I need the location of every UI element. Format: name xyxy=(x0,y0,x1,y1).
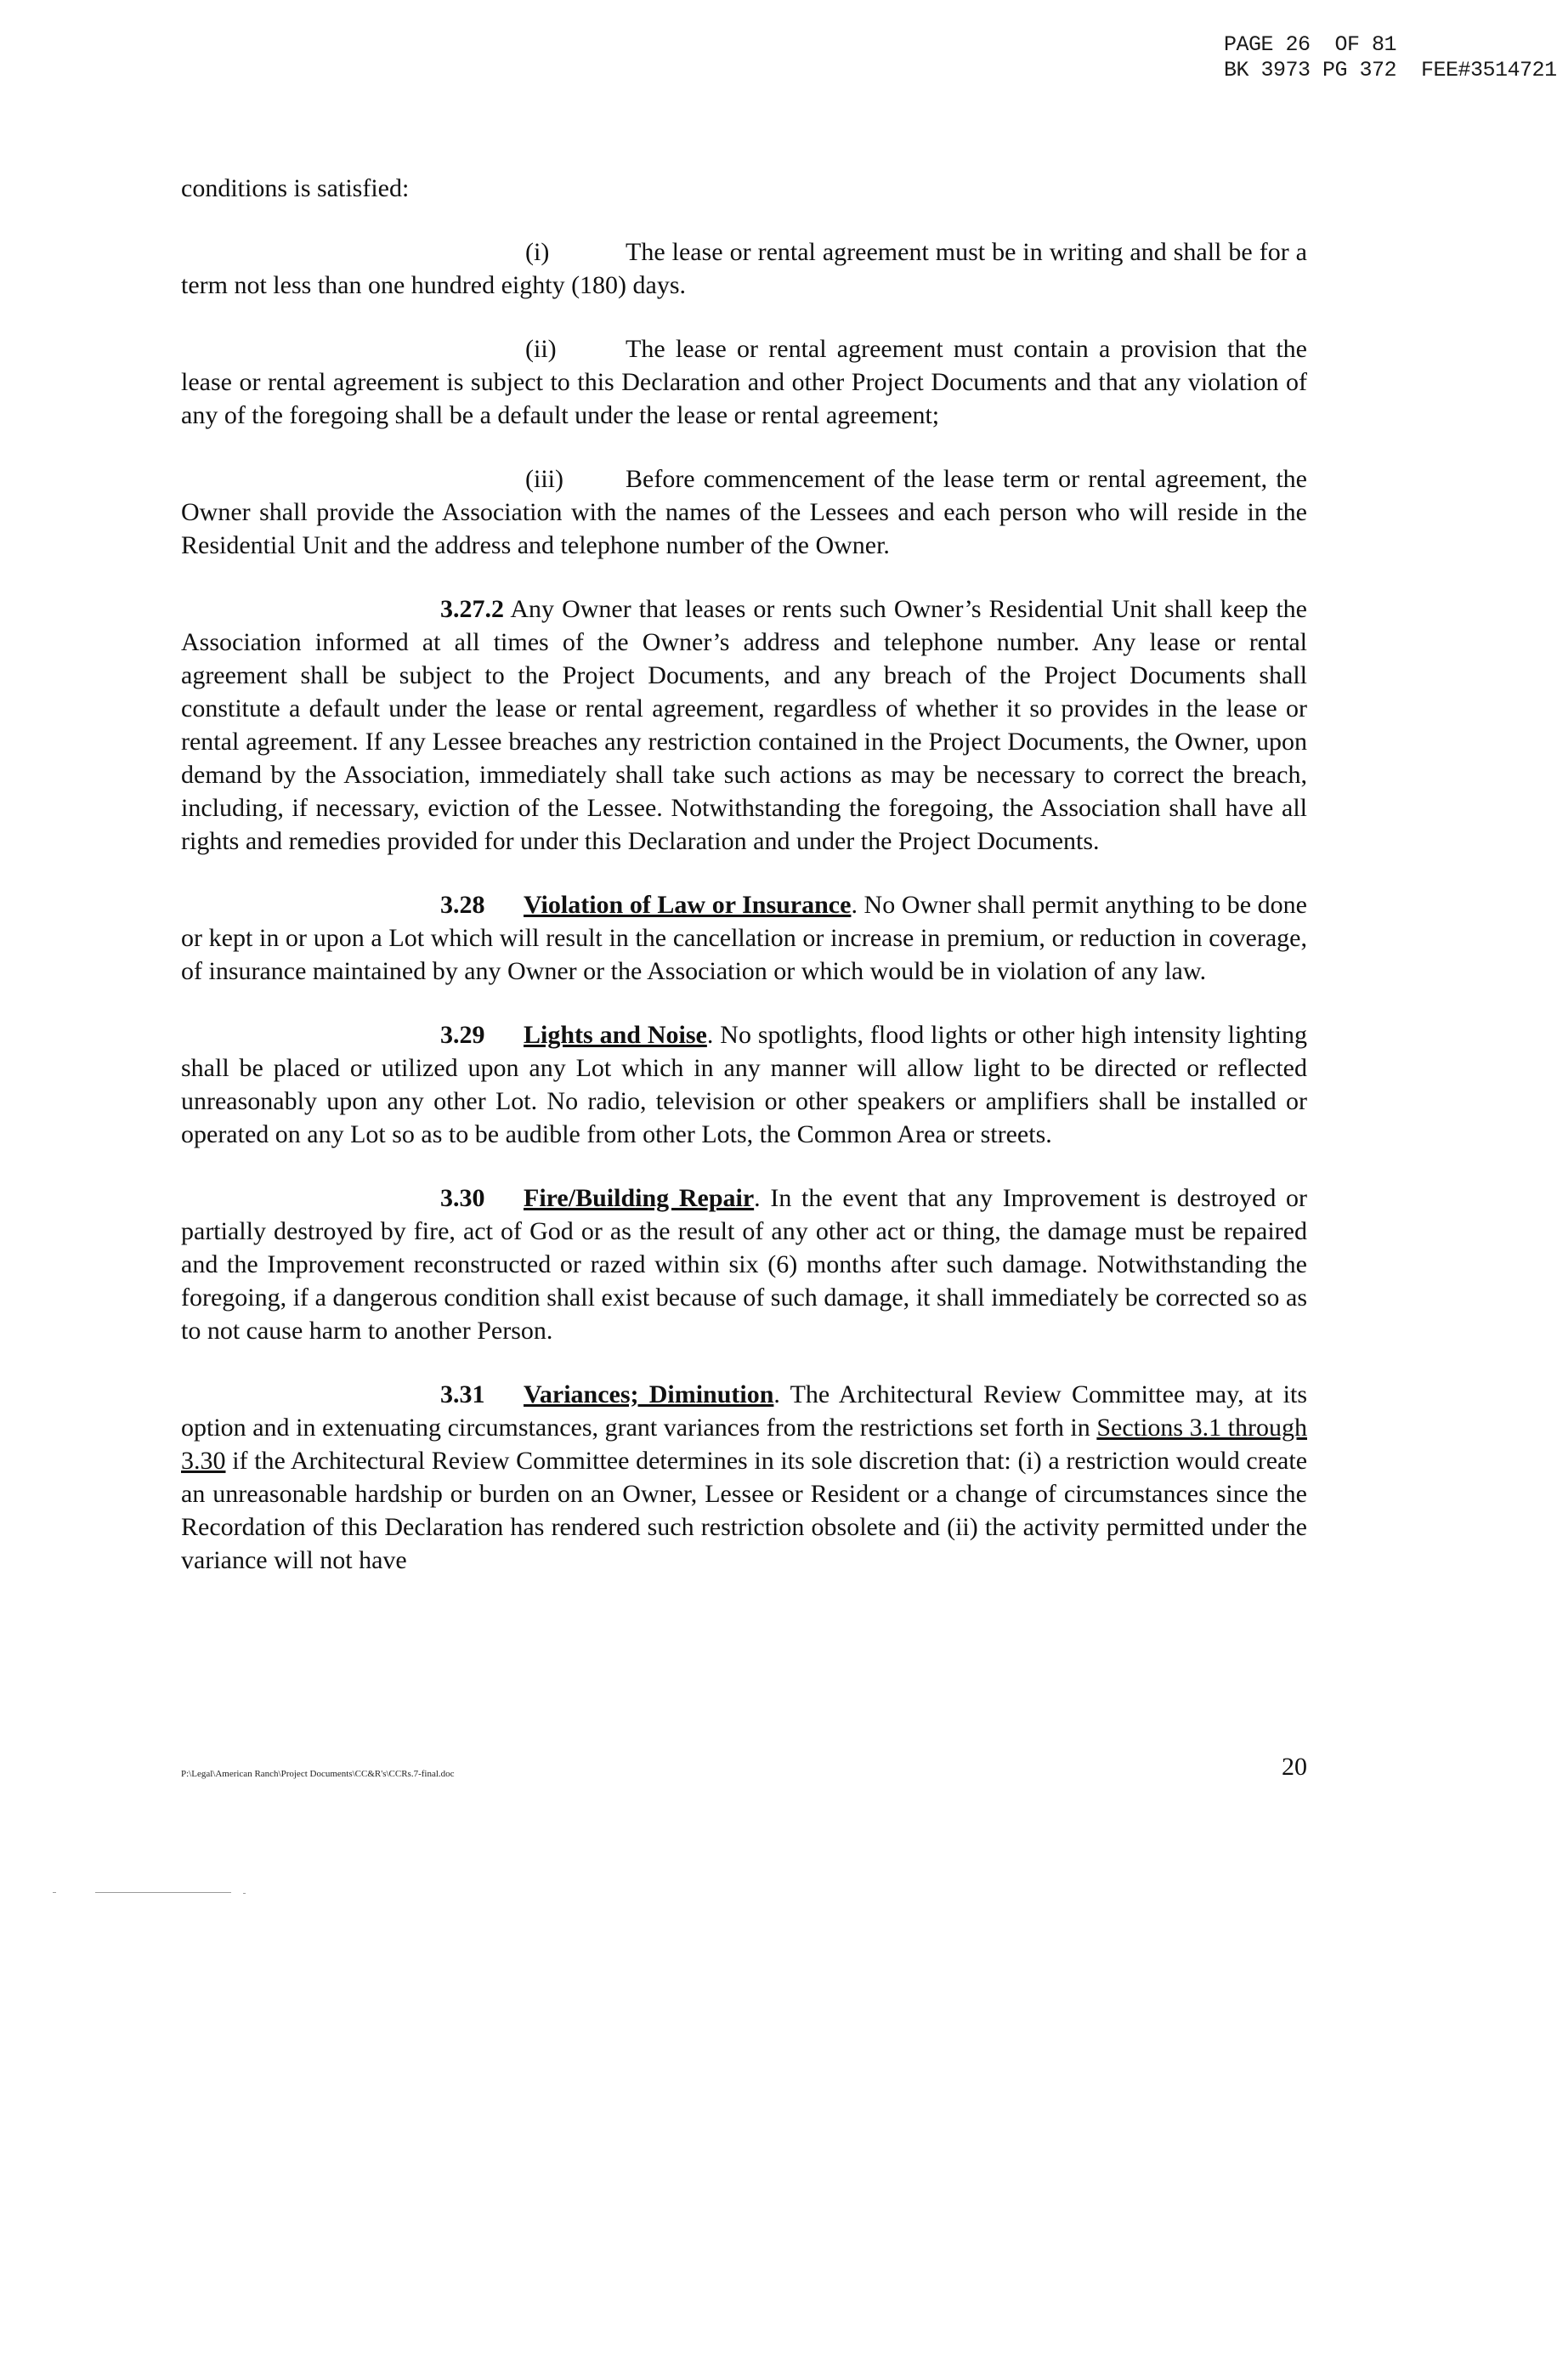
item-iii-marker: (iii) xyxy=(525,465,563,493)
section-3-27-2-text: Any Owner that leases or rents such Owner’s Residential Unit shall keep the Association informed at all times of the Owner’s address and telephone number. Any lease or rental agreement shall be subject to the Project Documents, and any breach of the Project Documents shall constitute a default under the lease or rental agreement, regardless of whether it so provides in the lease or rental agreement. If any Lessee breaches any restriction contained in the Project Documents, the Owner, upon demand by the Association, immediately shall take such actions as may be necessary to correct the breach, including, if necessary, eviction of the Lessee. Notwithstanding the foregoing, the Association shall have all rights and remedies provided for under this Declaration and under the Project Documents. xyxy=(181,595,1307,855)
item-i-paragraph xyxy=(181,235,1307,302)
stamp-line-2: BK 3973 PG 372 FEE#3514721 xyxy=(1224,58,1557,82)
section-3-30-paragraph: 3.30 Fire/Building Repair. In the event that any Improvement is destroyed or partially destroyed by fire, act of God or as the result of any other act or thing, the damage must be repaired and the Improvement reconstructed or razed within six (6) months after such damage. Notwithstanding the foregoing, if a dangerous condition shall exist because of such damage, it shall immediately be corrected so as to not cause harm to another Person. xyxy=(181,1182,1307,1347)
section-3-29-number: 3.29 xyxy=(440,1021,485,1049)
recording-stamp xyxy=(1224,32,1557,83)
item-i-text: The lease or rental agreement must be in writing and shall be for a term not less than one hundred eighty (180) days. xyxy=(181,238,1307,299)
section-3-28-text: No Owner shall permit anything to be done or kept in or upon a Lot which will result in the cancellation or increase in premium, or reduction in coverage, of insurance maintained by any Owner or the Association or which would be in violation of any law. xyxy=(181,891,1307,985)
section-3-29-text: No spotlights, flood lights or other high intensity lighting shall be placed or utilized upon any Lot which in any manner will allow light to be directed or reflected unreasonably upon any other Lot. No radio, television or other speakers or amplifiers shall be installed or operated on any Lot so as to be audible from other Lots, the Common Area or streets. xyxy=(181,1021,1308,1148)
section-3-31-paragraph: 3.31 Variances; Diminution. The Architectural Review Committee may, at its option and in extenuating circumstances, grant variances from the restrictions set forth in Sections 3.1 through 3.30 if the Architectural Review Committee determines in its sole discretion that: (i) a restriction would create an unreasonable hardship or burden on an Owner, Lessee or Resident or a change of circumstances since the Recordation of this Declaration has rendered such restriction obsolete and (ii) the activity permitted under the variance will not have xyxy=(181,1378,1307,1577)
item-iii-paragraph xyxy=(181,462,1307,562)
section-3-27-2-number: 3.27.2 xyxy=(440,595,504,623)
section-3-31-text-b: if the Architectural Review Committee determines in its sole discretion that: (i) a restriction would create an unreasonable hardship or burden on an Owner, Lessee or Resident or a change of circumstances since the Recordation of this Declaration has rendered such restriction obsolete and (ii) the activity permitted under the variance will not have xyxy=(181,1447,1308,1574)
lead-in-paragraph: conditions is satisfied: xyxy=(181,174,410,202)
document-body xyxy=(181,172,1307,1577)
section-3-30-title: Fire/Building Repair xyxy=(524,1184,755,1212)
section-3-30-text: In the event that any Improvement is destroyed or partially destroyed by fire, act of God or as the result of any other act or thing, the damage must be repaired and the Improvement reconstructed or razed within six (6) months after such damage. Notwithstanding the foregoing, if a dangerous condition shall exist because of such damage, it shall immediately be corrected so as to not cause harm to another Person. xyxy=(181,1184,1307,1345)
section-3-30-number: 3.30 xyxy=(440,1184,485,1212)
item-ii-paragraph xyxy=(181,332,1307,432)
section-3-31-number: 3.31 xyxy=(440,1380,485,1408)
section-3-31-text-a: The Architectural Review Committee may, at its option and in extenuating circumstances, grant variances from the restrictions set forth in xyxy=(181,1380,1307,1442)
section-3-27-2-paragraph xyxy=(181,592,1307,858)
section-3-28-title: Violation of Law or Insurance xyxy=(524,891,852,919)
section-3-28-paragraph: 3.28 Violation of Law or Insurance. No Owner shall permit anything to be done or kept in or upon a Lot which will result in the cancellation or increase in premium, or reduction in coverage, of insurance maintained by any Owner or the Association or which would be in violation of any law. xyxy=(181,888,1307,988)
scan-artifact-line xyxy=(95,1892,231,1893)
item-ii-marker: (ii) xyxy=(525,335,557,363)
section-3-28-number: 3.28 xyxy=(440,891,485,919)
section-3-29-title: Lights and Noise xyxy=(524,1021,707,1049)
section-cross-reference: Sections 3.1 through 3.30 xyxy=(181,1414,1307,1475)
item-ii-text: The lease or rental agreement must contain a provision that the lease or rental agreement is subject to this Declaration and other Project Documents and that any violation of any of the foregoing shall be a default under the lease or rental agreement; xyxy=(181,335,1307,429)
scan-artifact-dot xyxy=(243,1893,246,1894)
stamp-line-1: PAGE 26 OF 81 xyxy=(1224,32,1397,57)
section-3-31-title: Variances; Diminution xyxy=(524,1380,774,1408)
item-i-marker: (i) xyxy=(525,238,550,266)
page-number: 20 xyxy=(1282,1753,1307,1781)
item-iii-text: Before commencement of the lease term or rental agreement, the Owner shall provide the Association with the names of the Lessees and each person who will reside in the Residential Unit and the address and telephone number of the Owner. xyxy=(181,465,1307,559)
footer-file-path: P:\Legal\American Ranch\Project Documents\CC&R's\CCRs.7-final.doc xyxy=(181,1769,455,1779)
scan-artifact-dot xyxy=(53,1892,56,1893)
section-3-29-paragraph: 3.29 Lights and Noise. No spotlights, flood lights or other high intensity lighting shall be placed or utilized upon any Lot which in any manner will allow light to be directed or reflected unreasonably upon any other Lot. No radio, television or other speakers or amplifiers shall be installed or operated on any Lot so as to be audible from other Lots, the Common Area or streets. xyxy=(181,1018,1307,1151)
